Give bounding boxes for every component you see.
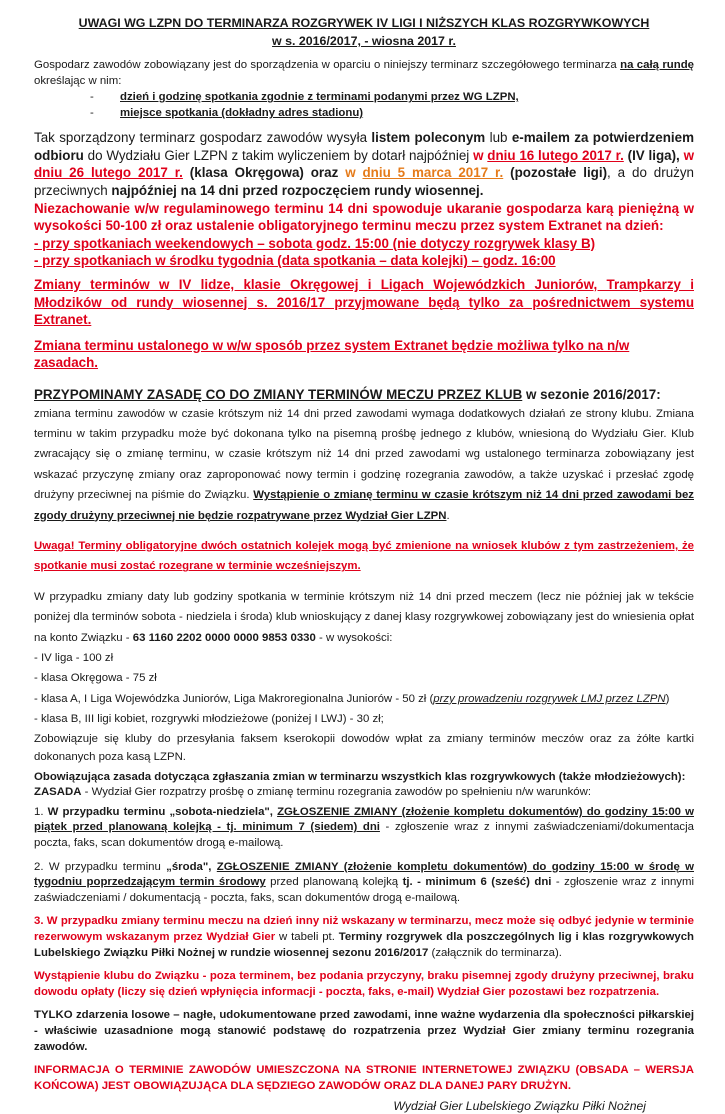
title-line-1: UWAGI WG LZPN DO TERMINARZA ROZGRYWEK IV LIGI I NIŻSZYCH KLAS ROZGRYWKOWYCH	[78, 16, 650, 30]
sending-paragraph: Tak sporządzony terminarz gospodarz zawodów wysyła listem poleconym lub e-mailem za potwierdzeniem odbioru do Wydziału Gier LZPN z takim wyliczeniem by dotarł najpóźniej w dniu 16 lutego 2017 r. (IV liga), w dniu 26 lutego 2017 r. (klasa Okręgowa) oraz w dniu 5 marca 2017 r. (pozostałe ligi), a do drużyn przeciwnych najpóźniej na 14 dni przed rozpoczęciem rundy wiosennej.	[34, 130, 694, 198]
reminder-heading: PRZYPOMINAMY ZASADĘ CO DO ZMIANY TERMINÓW MECZU PRZEZ KLUB w sezonie 2016/2017:	[34, 386, 661, 402]
intro-list	[120, 89, 694, 121]
random-events-notice: TYLKO zdarzenia losowe – nagłe, udokumentowane przed zawodami, inne ważne wydarzenia dla społeczności piłkarskiej - właściwie uzasadnione mogą stanowić podstawę do rozpatrzenia przez Wydział Gier zmiany terminu rozegrania zawodów.	[34, 1009, 694, 1053]
list-item: - miejsce spotkania (dokładny adres stadionu)	[120, 105, 694, 121]
changes-notice: Zmiany terminów w IV lidze, klasie Okręgowej i Ligach Wojewódzkich Juniorów, Trampkarzy i Młodzików od rundy wiosennej s. 2016/17 przyjmowane będą tylko za pośrednictwem systemu Extranet.	[34, 276, 694, 328]
fee-item-iv-liga: - IV liga - 100 zł	[34, 651, 114, 664]
document-page	[34, 14, 694, 1114]
penalty-notice: Niezachowanie w/w regulaminowego terminu 14 dni spowoduje ukaranie gospodarza karą pieniężną w wysokości 50-100 zł oraz ustalenie obligatoryjnego terminu meczu przez system Extranet na dzień:	[34, 200, 694, 234]
application-notice: Wystąpienie klubu do Związku - poza terminem, bez podania przyczyny, braku pisemnej zgody drużyny przeciwnej, braku dowodu opłaty (liczy się dzień wpłynięcia informacji - poczta, faks, e-mail) Wydział Gier pozostawi bez rozpatrzenia.	[34, 970, 694, 998]
title-line-2: w s. 2016/2017, - wiosna 2017 r.	[272, 34, 456, 48]
fee-obligation: Zobowiązuje się kluby do przesyłania faksem kserokopii dowodów wpłat za zmiany terminów meczów oraz za żółte kartki dokonanych poza kasą LZPN.	[34, 732, 694, 763]
signature: Wydział Gier Lubelskiego Związku Piłki Nożnej	[393, 1099, 646, 1114]
fee-intro: W przypadku zmiany daty lub godziny spotkania w terminie krótszym niż 14 dni przed meczem (lecz nie później jak w tekście poniżej dla terminów sobota - niedziela i środa) klub wnioskujący z danej klasy rozgrywkowej zobowiązany jest do wniesienia opłat na konto Związku - 63 1160 2202 0000 0000 9853 0330 - w wysokości:	[34, 590, 694, 644]
rule-3: 3. W przypadku zmiany terminu meczu na dzień inny niż wskazany w terminarzu, mecz może się odbyć jedynie w terminie rezerwowym wskazanym przez Wydział Gier w tabeli pt. Terminy rozgrywek dla poszczególnych lig i klas rozgrywkowych Lubelskiego Związku Piłki Nożnej w rundzie wiosennej sezonu 2016/2017 (załącznik do terminarza).	[34, 915, 695, 959]
zasada-line: ZASADA - Wydział Gier rozpatrzy prośbę o zmianę terminu rozegrania zawodów po spełnieniu n/w warunków:	[34, 786, 592, 799]
rule-1: 1. W przypadku terminu „sobota-niedziela", ZGŁOSZENIE ZMIANY (złożenie kompletu dokumentów) do godziny 15:00 w piątek przed planowaną kolejką - tj. minimum 7 (siedem) dni - zgłoszenie wraz z innymi zaświadczeniami/dokumentacja poczta, faks, scan dokumentów drogą e-mailową.	[34, 805, 694, 849]
fee-item-okregowa: - klasa Okręgowa - 75 zł	[34, 672, 157, 685]
penalty-weekend: - przy spotkaniach weekendowych – sobota godz. 15:00 (nie dotyczy rozgrywek klasy B)	[34, 235, 596, 251]
final-notice: INFORMACJA O TERMINIE ZAWODÓW UMIESZCZONA NA STRONIE INTERNETOWEJ ZWIĄZKU (OBSADA – WERSJA KOŃCOWA) JEST OBOWIĄZUJĄCA DLA SĘDZIEGO ZAWODÓW ORAZ DLA DANEJ PARY DRUŻYN.	[34, 1064, 694, 1092]
extranet-notice: Zmiana terminu ustalonego w w/w sposób przez system Extranet będzie możliwa tylko na n/w zasadach.	[34, 337, 630, 371]
reminder-body: zmiana terminu zawodów w czasie krótszym niż 14 dni przed zawodami wymaga dodatkowych działań ze strony klubu. Zmiana terminu w takim przypadku może być dokonana tylko na pisemną prośbę jednego z klubów, wniesioną do Wydziału Gier. Klub zwracający się o zmianę terminu, w czasie krótszym niż 14 dni przed zawodami wg ustalonego terminarza zobowiązany jest wskazać przyczynę zmiany oraz zaproponować nowy termin i godzinę rozegrania zawodów, a także uzyskać i przesłać zgodę drużyny przeciwnej na piśmie do Związku. Wystąpienie o zmianę terminu w czasie krótszym niż 14 dni przed zawodami bez zgody drużyny przeciwnej nie będzie rozpatrywane przez Wydział Gier LZPN.	[34, 407, 694, 522]
intro-paragraph: Gospodarz zawodów zobowiązany jest do sporządzenia w oparciu o niniejszy terminarz szczegółowego terminarza na całą rundę określając w nim:	[34, 59, 695, 87]
list-item: - dzień i godzinę spotkania zgodnie z terminami podanymi przez WG LZPN,	[120, 89, 694, 105]
rule-2: 2. W przypadku terminu „środa", ZGŁOSZENIE ZMIANY (złożenie kompletu dokumentów) do godziny 15:00 w środę w tygodniu poprzedzającym termin środowy przed planowaną kolejką tj. - minimum 6 (sześć) dni - zgłoszenie wraz z innymi zaświadczeniami / dokumentacją - poczta, faks, scan dokumentów drogą e-mailową.	[34, 860, 694, 904]
warning-notice: Uwaga! Terminy obligatoryjne dwóch ostatnich kolejek mogą być zmienione na wniosek klubów z tym zastrzeżeniem, że spotkanie musi zostać rozegrane w terminie wcześniejszym.	[34, 539, 694, 573]
fee-item-klasa-b: - klasa B, III ligi kobiet, rozgrywki młodzieżowe (poniżej I LWJ) - 30 zł;	[34, 713, 384, 726]
principle-heading: Obowiązująca zasada dotycząca zgłaszania zmian w terminarzu wszystkich klas rozgrywkowych (także młodzieżowych):	[34, 770, 686, 783]
penalty-midweek: - przy spotkaniach w środku tygodnia (data spotkania – data kolejki) – godz. 16:00	[34, 253, 556, 269]
fee-item-klasa-a: - klasa A, I Liga Wojewódzka Juniorów, Liga Makroregionalna Juniorów - 50 zł (przy prowadzeniu rozgrywek LMJ przez LZPN)	[34, 692, 670, 705]
